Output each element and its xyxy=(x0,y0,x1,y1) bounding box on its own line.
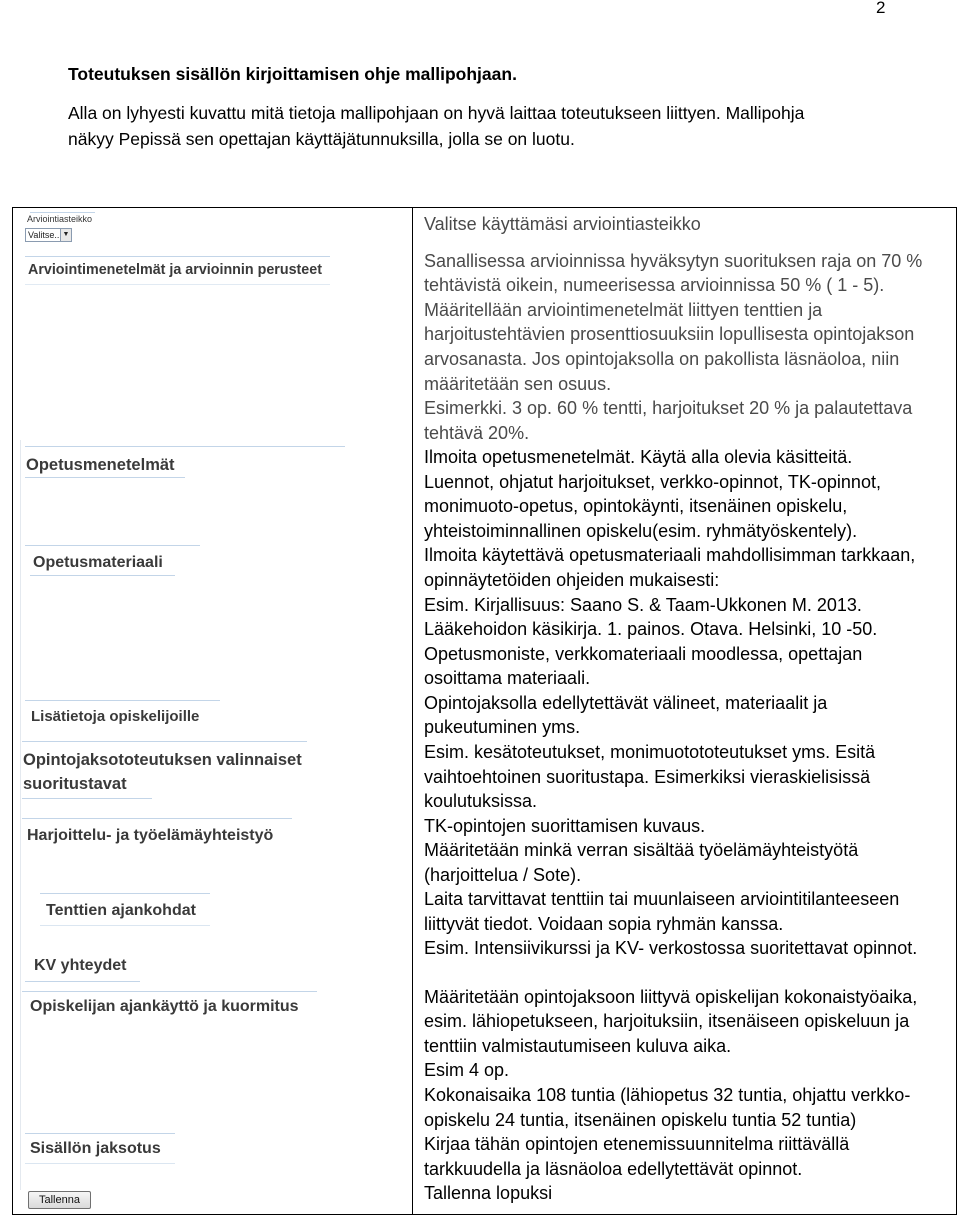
assessment-instruction-line: Sanallisessa arvioinnissa hyväksytyn suorituksen raja on 70 % xyxy=(424,250,923,271)
instruction-line: Ilmoita opetusmenetelmät. Käytä alla olevia käsitteitä. xyxy=(424,447,853,468)
separator xyxy=(30,212,95,213)
separator xyxy=(20,440,21,1190)
instruction-line: Esim. Kirjallisuus: Saano S. & Taam-Ukkonen M. 2013. xyxy=(424,594,862,615)
workload-instruction-line: Kirjaa tähän opintojen etenemissuunnitelma riittävällä xyxy=(424,1134,850,1155)
chevron-down-icon: ▼ xyxy=(60,229,71,241)
section-label-exam-dates: Tenttien ajankohdat xyxy=(46,902,196,919)
section-label-optional-methods-cont: suoritustavat xyxy=(23,775,127,793)
assessment-instruction-line: arvosanasta. Jos opintojaksolla on pakollista läsnäoloa, niin xyxy=(424,348,900,369)
grading-scale-instruction: Valitse käyttämäsi arviointiasteikko xyxy=(424,214,701,234)
workload-instruction-line: opiskelu 24 tuntia, itsenäinen opiskelu tuntia 52 tuntia) xyxy=(424,1109,857,1130)
assessment-instruction-line: tehtävä 20%. xyxy=(424,422,530,443)
instruction-line: Määritetään minkä verran sisältää työelämäyhteistyötä xyxy=(424,840,859,861)
section-label-teaching-materials: Opetusmateriaali xyxy=(33,554,163,571)
instruction-line: yhteistoiminnallinen opiskelu(esim. ryhmätyöskentely). xyxy=(424,520,858,541)
instruction-line: monimuoto-opetus, opintokäynti, itsenäinen opiskelu, xyxy=(424,496,848,517)
instruction-line: Ilmoita käytettävä opetusmateriaali mahdollisimman tarkkaan, xyxy=(424,545,916,566)
instruction-text xyxy=(424,249,954,961)
separator xyxy=(40,925,210,926)
section-label-teaching-methods: Opetusmenetelmät xyxy=(26,456,175,474)
instruction-line: Luennot, ohjatut harjoitukset, verkko-opinnot, TK-opinnot, xyxy=(424,471,881,492)
separator xyxy=(25,545,200,546)
instruction-line: Esim. kesätoteutukset, monimuotototeutukset yms. Esitä xyxy=(424,741,876,762)
workload-instruction-text xyxy=(424,985,954,1206)
section-label-assessment: Arviointimenetelmät ja arvioinnin perusteet xyxy=(28,262,322,278)
grading-scale-label: Arviointiasteikko xyxy=(27,214,93,224)
page-number: 2 xyxy=(876,0,886,17)
instruction-line: Opetusmoniste, verkkomateriaali moodlessa, opettajan xyxy=(424,643,863,664)
section-label-content-schedule: Sisällön jaksotus xyxy=(30,1140,161,1157)
section-label-student-info: Lisätietoja opiskelijoille xyxy=(31,708,200,725)
separator xyxy=(30,575,175,576)
instruction-line: Opintojaksolla edellytettävät välineet, materiaalit ja xyxy=(424,692,828,713)
assessment-instruction-line: Esimerkki. 3 op. 60 % tentti, harjoitukset 20 % ja palautettava xyxy=(424,398,913,419)
workload-instruction-line: tenttiin valmistautumiseen kuluva aika. xyxy=(424,1035,732,1056)
workload-instruction-line: Määritetään opintojaksoon liittyvä opiskelijan kokonaistyöaika, xyxy=(424,986,918,1007)
separator xyxy=(25,700,220,701)
instruction-line: liittyvät tiedot. Voidaan sopia ryhmän kanssa. xyxy=(424,913,784,934)
assessment-instruction-line: Määritellään arviointimenetelmät liittyen tenttien ja xyxy=(424,299,823,320)
section-label-internship: Harjoittelu- ja työelämäyhteistyö xyxy=(27,827,274,844)
instruction-line: vaihtoehtoinen suoritustapa. Esimerkiksi vieraskielisissä xyxy=(424,766,871,787)
grading-scale-select xyxy=(25,228,72,242)
assessment-instruction-line: määritetään sen osuus. xyxy=(424,373,612,394)
instruction-line: (harjoittelua / Sote). xyxy=(424,864,582,885)
instruction-line: TK-opintojen suorittamisen kuvaus. xyxy=(424,815,706,836)
instruction-line: opinnäytetöiden ohjeiden mukaisesti: xyxy=(424,570,720,590)
separator xyxy=(25,1133,175,1134)
separator xyxy=(25,256,330,257)
workload-instruction-line: Tallenna lopuksi xyxy=(424,1183,553,1204)
table-column-divider xyxy=(412,207,413,1215)
section-label-optional-methods: Opintojaksototeutuksen valinnaiset xyxy=(23,751,302,769)
separator xyxy=(22,798,152,799)
instruction-line: Esim. Intensiivikurssi ja KV- verkostossa suoritettavat opinnot. xyxy=(424,938,918,959)
instruction-line: koulutuksissa. xyxy=(424,791,538,812)
document-title: Toteutuksen sisällön kirjoittamisen ohje mallipohjaan. xyxy=(68,64,517,84)
intro-line: Alla on lyhyesti kuvattu mitä tietoja mallipohjaan on hyvä laittaa toteutukseen liittyen. Mallipohja xyxy=(68,103,805,123)
assessment-instruction-line: tehtävistä oikein, numeerisessa arvioinnissa 50 % ( 1 - 5). xyxy=(424,275,885,296)
instruction-line: osoittama materiaali. xyxy=(424,668,591,689)
separator xyxy=(22,741,307,742)
intro-line: näkyy Pepissä sen opettajan käyttäjätunnuksilla, jolla se on luotu. xyxy=(68,129,575,149)
section-label-student-workload: Opiskelijan ajankäyttö ja kuormitus xyxy=(30,998,299,1015)
workload-instruction-line: Esim 4 op. xyxy=(424,1060,510,1081)
separator xyxy=(25,446,345,447)
separator xyxy=(25,1163,175,1164)
workload-instruction-line: tarkkuudella ja läsnäoloa edellytettävät opinnot. xyxy=(424,1158,803,1179)
separator xyxy=(25,477,185,478)
grading-scale-select-value: Valitse.. xyxy=(28,230,60,240)
assessment-instruction-line: harjoitustehtävien prosenttiosuuksiin lopullisesta opintojakson xyxy=(424,324,915,345)
workload-instruction-line: Kokonaisaika 108 tuntia (lähiopetus 32 tuntia, ohjattu verkko- xyxy=(424,1085,911,1106)
separator xyxy=(40,893,210,894)
workload-instruction-line: esim. lähiopetukseen, harjoituksiin, itsenäiseen opiskeluun ja xyxy=(424,1011,910,1032)
save-button: Tallenna xyxy=(28,1191,91,1209)
separator xyxy=(22,818,292,819)
instruction-line: Laita tarvittavat tenttiin tai muunlaiseen arviointitilanteeseen xyxy=(424,889,900,910)
separator xyxy=(25,284,330,285)
section-label-intl-contacts: KV yhteydet xyxy=(34,957,127,974)
instruction-line: pukeutuminen yms. xyxy=(424,717,581,738)
separator xyxy=(25,981,140,982)
separator xyxy=(22,991,317,992)
instruction-line: Lääkehoidon käsikirja. 1. painos. Otava. Helsinki, 10 -50. xyxy=(424,619,878,640)
